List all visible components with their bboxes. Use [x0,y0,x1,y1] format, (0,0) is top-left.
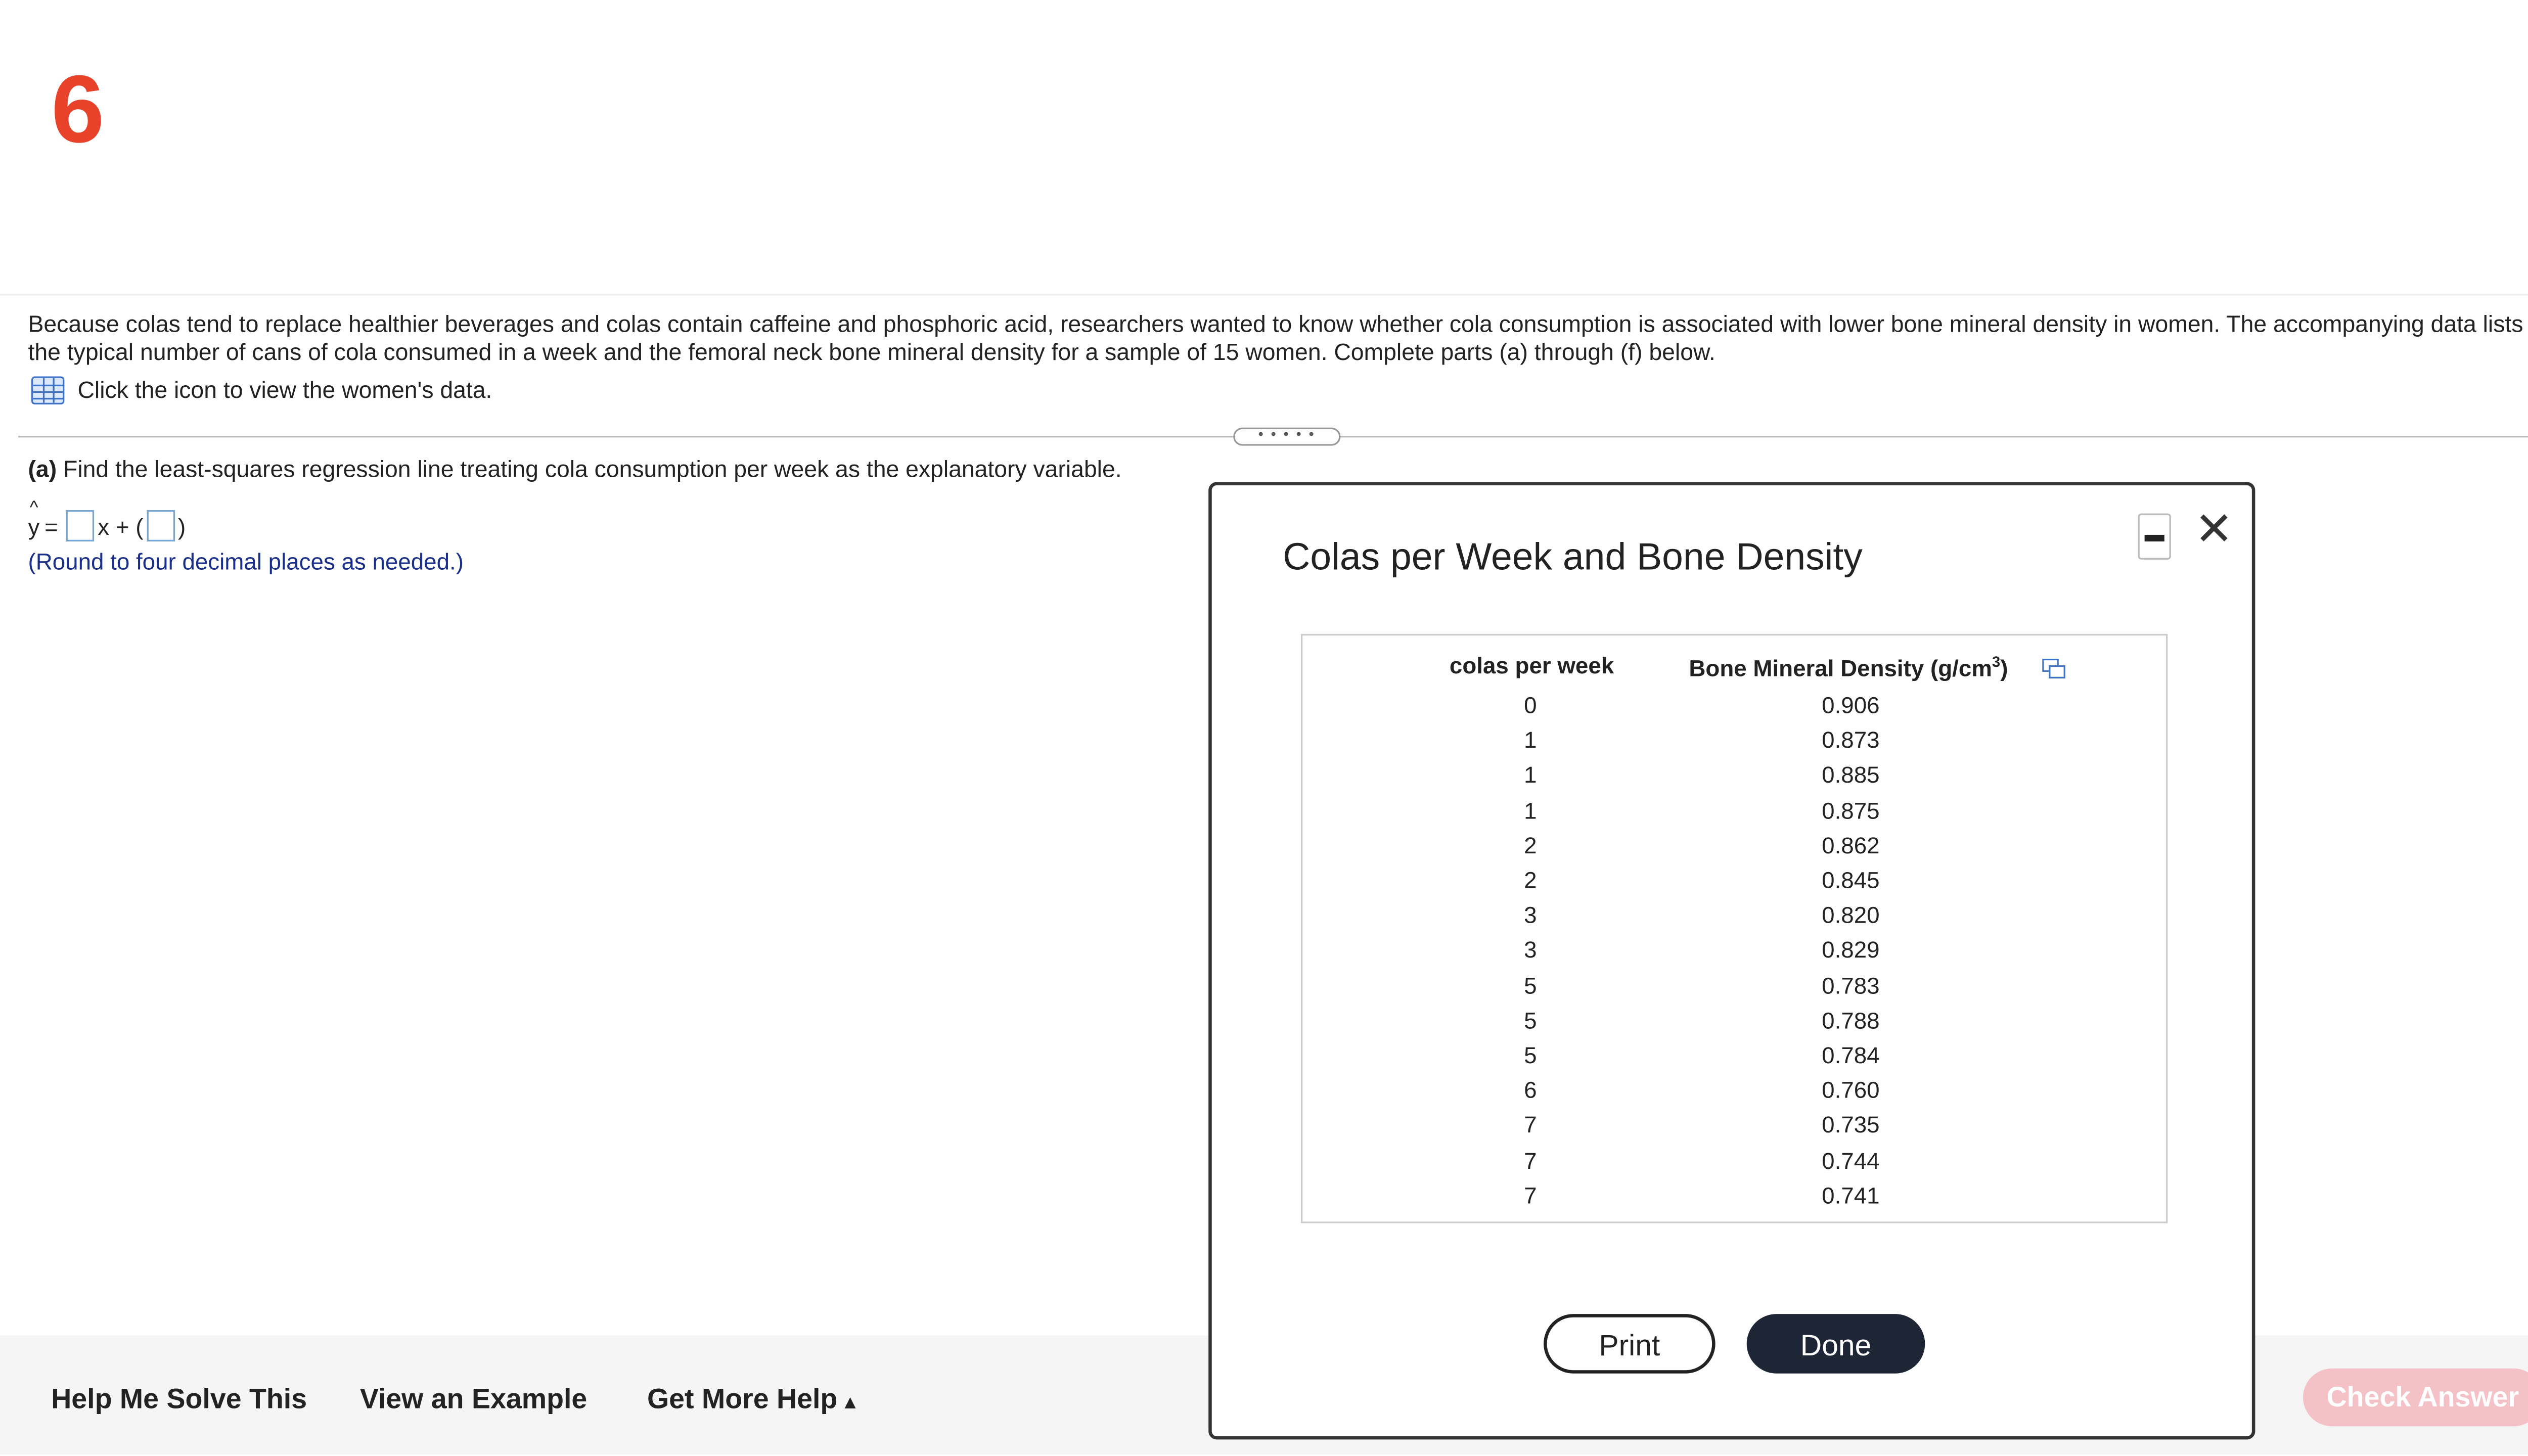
intercept-input[interactable] [147,510,175,541]
cell-bmd: 0.784 [1822,1041,1880,1068]
print-button[interactable]: Print [1544,1314,1716,1374]
cell-colas: 2 [1524,867,1537,893]
dialog-title: Colas per Week and Bone Density [1283,534,1863,578]
part-a-prompt [28,457,1122,483]
cell-bmd: 0.875 [1822,796,1880,824]
done-button[interactable]: Done [1747,1314,1925,1374]
cell-bmd: 0.885 [1822,761,1880,788]
view-example-button[interactable]: View an Example [359,1383,588,1415]
question-number: 6 [51,56,105,164]
part-a-text: Find the least-squares regression line treating cola consumption per week as the explanatory variable. [63,457,1122,484]
check-answer-button[interactable]: Check Answer [2303,1369,2528,1426]
data-dialog [1208,482,2255,1439]
cell-colas: 5 [1524,971,1537,998]
cell-colas: 3 [1524,936,1537,963]
cell-bmd: 0.862 [1822,832,1880,858]
close-button[interactable] [2192,503,2235,555]
cell-bmd: 0.873 [1822,726,1880,753]
rounding-note: (Round to four decimal places as needed.) [28,548,464,575]
resize-grip[interactable]: • • • • • [1233,428,1340,446]
get-more-help-button[interactable] [647,1383,855,1416]
cell-bmd: 0.906 [1822,692,1880,718]
cell-colas: 7 [1524,1111,1537,1139]
cell-bmd: 0.735 [1822,1111,1880,1139]
cell-bmd: 0.760 [1822,1076,1880,1103]
equals-sign: = [44,512,58,539]
column-header-colas: colas per week [1449,652,1614,679]
bmd-header-close: ) [2000,655,2008,681]
cell-bmd: 0.741 [1822,1181,1880,1208]
minimize-button[interactable] [2138,514,2171,560]
help-me-solve-button[interactable]: Help Me Solve This [51,1383,307,1415]
minimize-icon [2145,535,2164,541]
x-term: x + ( [98,512,144,539]
y-letter: y [28,512,40,539]
cell-colas: 1 [1524,796,1537,824]
problem-statement: Because colas tend to replace healthier beverages and colas contain caffeine and phosphoric acid, researchers wanted to know whether cola consumption is associated with lower bone mineral density in women. The accompanying data lists the typical number of cans of cola consumed in a week and the femoral neck bone mineral density for a sample of 15 women. Complete parts (a) through (f) below. [28,312,2523,367]
cell-bmd: 0.744 [1822,1147,1880,1173]
cell-colas: 1 [1524,726,1537,753]
cell-colas: 3 [1524,901,1537,928]
cell-bmd: 0.783 [1822,971,1880,998]
cell-colas: 0 [1524,692,1537,718]
y-hat-symbol [28,497,40,539]
data-table-icon[interactable] [31,376,64,404]
part-a-label: (a) [28,457,57,484]
copy-icon[interactable] [2042,659,2065,678]
bmd-header-exponent: 3 [1992,654,2001,670]
cell-bmd: 0.845 [1822,867,1880,893]
header-divider [0,294,2528,295]
cell-colas: 7 [1524,1147,1537,1173]
cell-colas: 2 [1524,832,1537,858]
cell-colas: 1 [1524,761,1537,788]
cell-colas: 7 [1524,1181,1537,1208]
data-link-text[interactable]: Click the icon to view the women's data. [77,377,492,404]
hat-symbol: ^ [29,497,38,518]
cell-colas: 6 [1524,1076,1537,1103]
cell-colas: 5 [1524,1041,1537,1068]
close-paren: ) [178,512,186,539]
regression-equation [28,497,186,541]
caret-up-icon: ▴ [845,1390,855,1414]
cell-colas: 5 [1524,1007,1537,1033]
data-table [1301,634,2168,1223]
column-header-bmd [1689,654,2008,681]
close-icon: ✕ [2194,503,2234,555]
cell-bmd: 0.820 [1822,901,1880,928]
cell-bmd: 0.829 [1822,936,1880,963]
get-more-help-label: Get More Help [647,1383,838,1415]
bmd-header-text: Bone Mineral Density (g/cm [1689,655,1992,681]
cell-bmd: 0.788 [1822,1007,1880,1033]
slope-input[interactable] [66,510,95,541]
data-link[interactable] [31,376,492,404]
